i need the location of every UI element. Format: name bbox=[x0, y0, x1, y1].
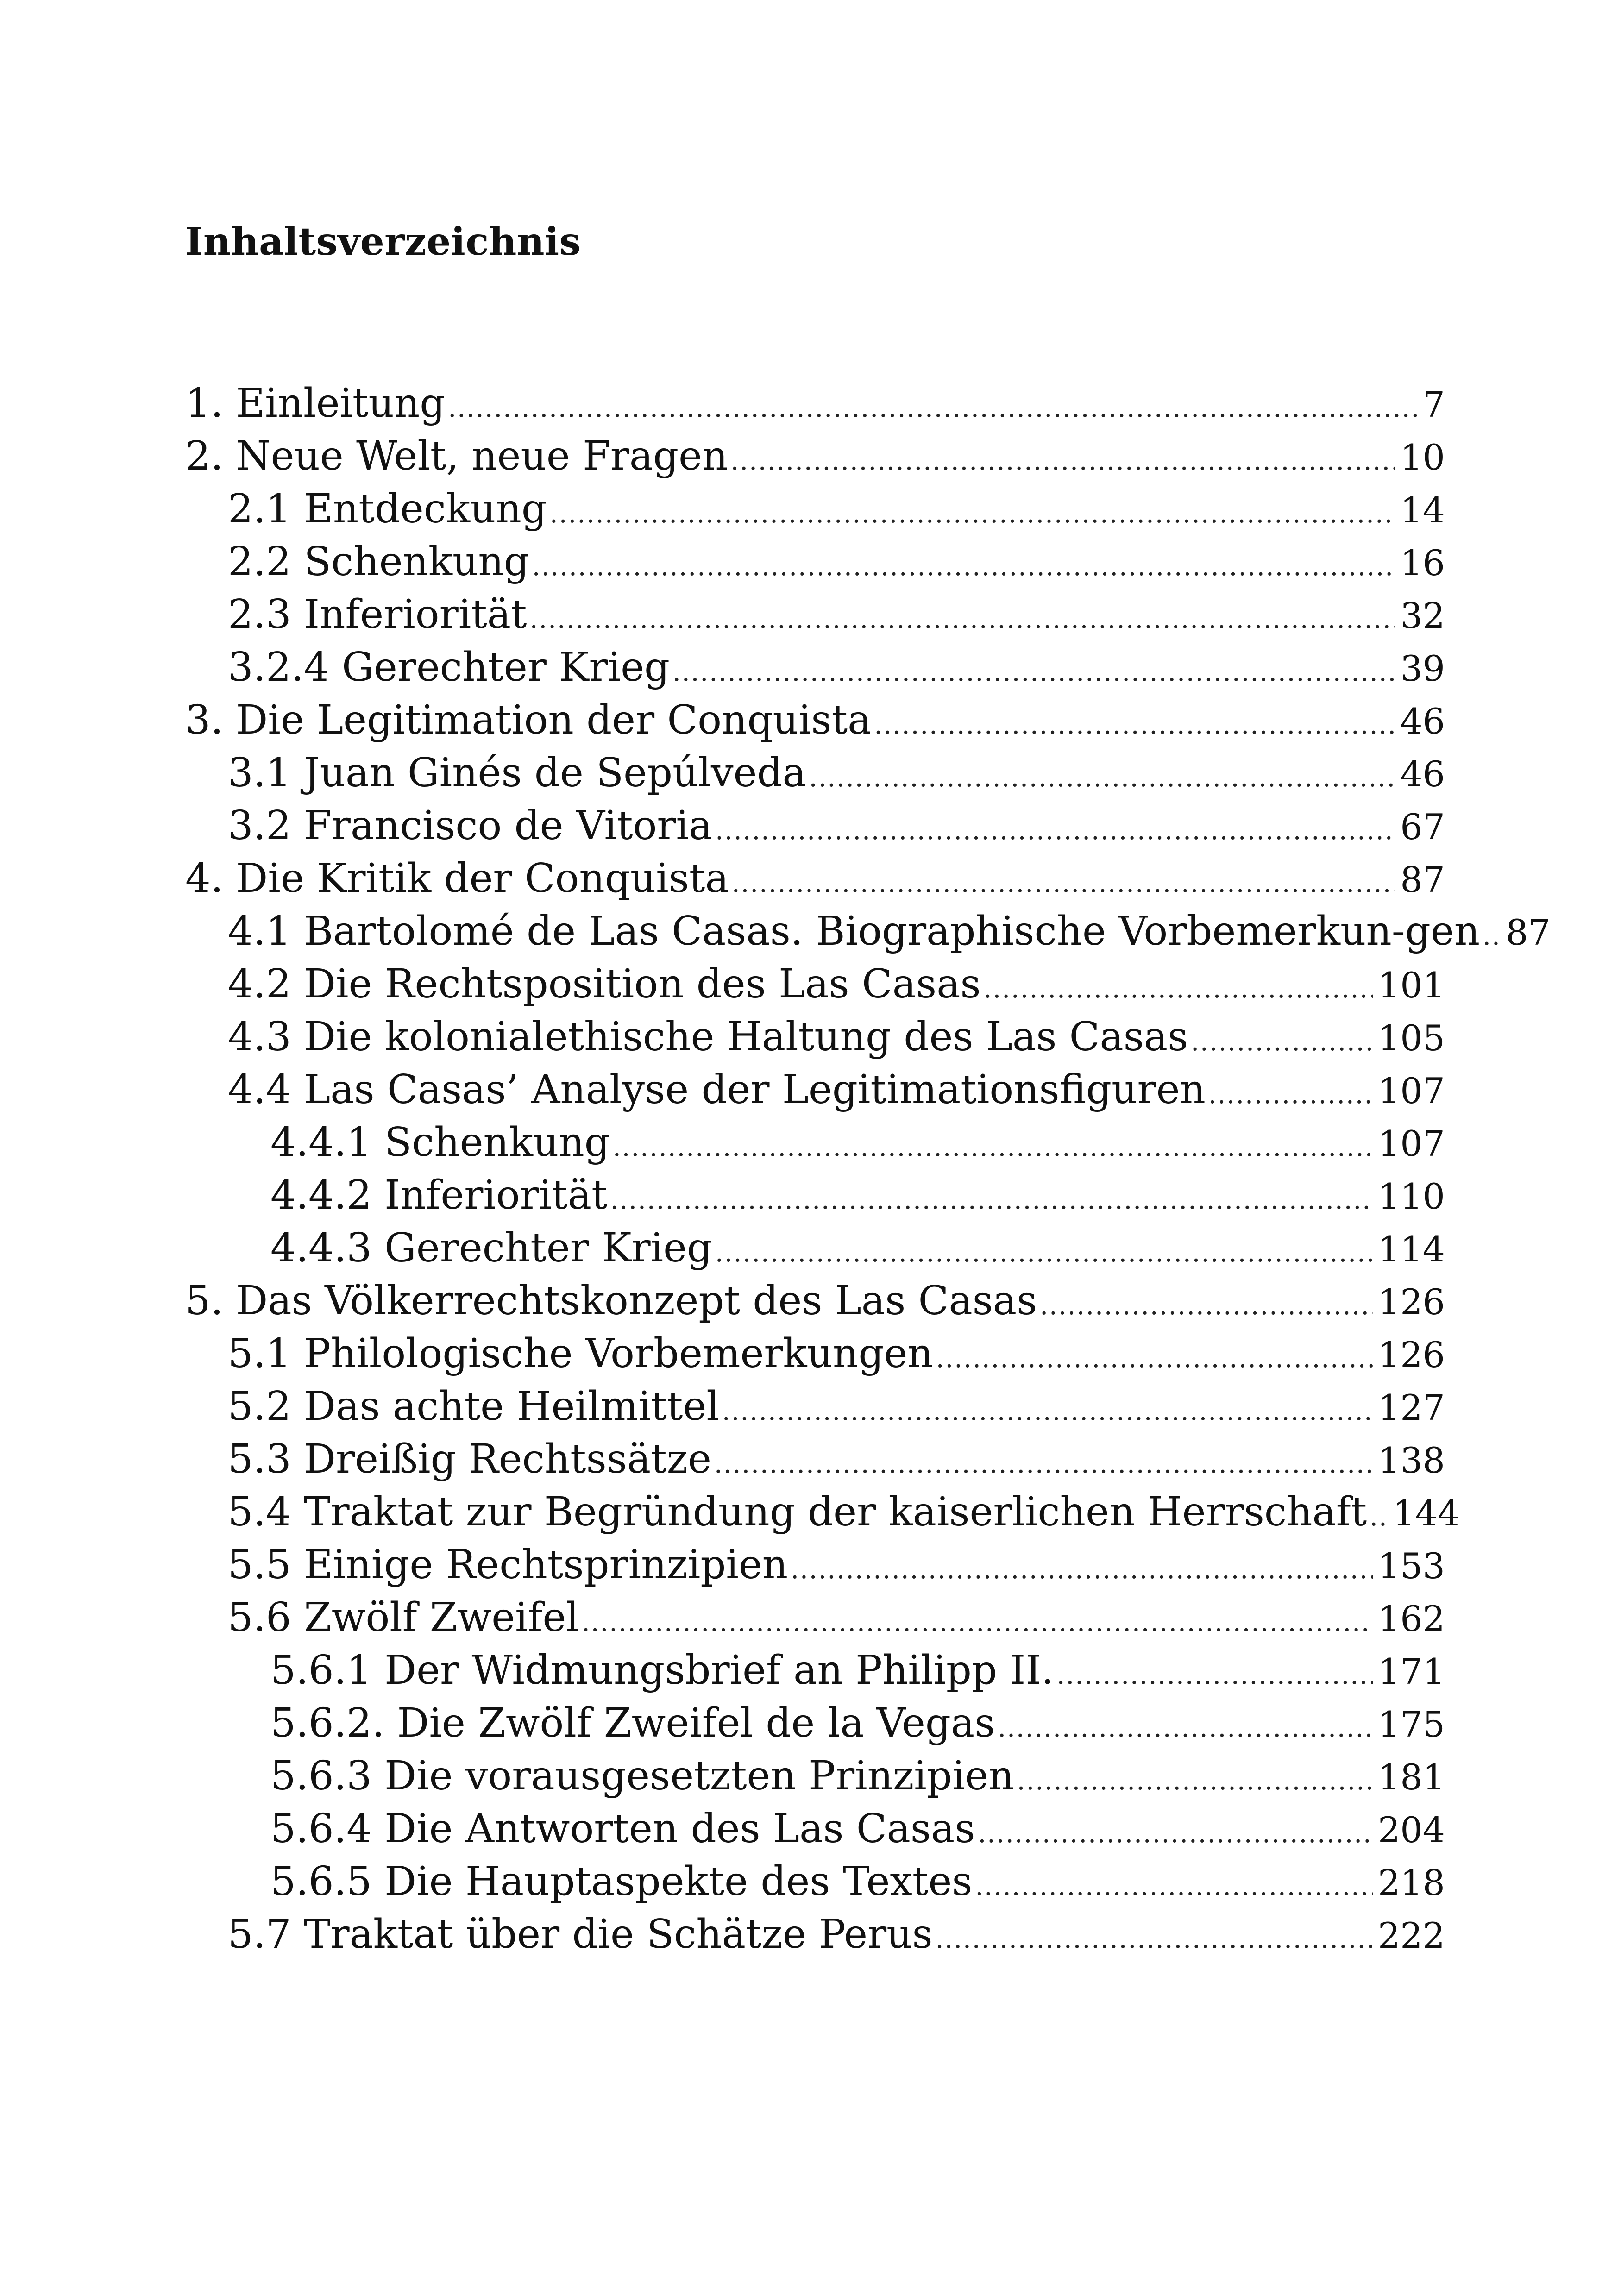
toc-entry-label: 4.4 Las Casas’ Analyse der Legitimationsfiguren bbox=[228, 1066, 1206, 1113]
toc-entry[interactable] bbox=[185, 588, 1445, 641]
toc-entry[interactable] bbox=[185, 1591, 1445, 1644]
toc-entry-label: 2. Neue Welt, neue Fragen bbox=[185, 433, 728, 479]
dot-leader bbox=[732, 871, 1396, 897]
toc-entry-label: 2.1 Entdeckung bbox=[228, 486, 547, 532]
toc-title: Inhaltsverzeichnis bbox=[185, 220, 581, 264]
toc-entry-label: 3.1 Juan Ginés de Sepúlveda bbox=[228, 750, 806, 796]
toc-entry-page: 7 bbox=[1422, 384, 1445, 425]
toc-entry-page: 101 bbox=[1377, 965, 1445, 1006]
toc-entry[interactable] bbox=[185, 905, 1551, 958]
toc-entry[interactable] bbox=[185, 1855, 1445, 1908]
toc-entry-label: 5.3 Dreißig Rechtssätze bbox=[228, 1436, 711, 1482]
toc-entry-page: 46 bbox=[1400, 753, 1445, 795]
toc-entry-label: 2.3 Inferiorität bbox=[228, 591, 527, 638]
toc-entry-label: 5.6.3 Die vorausgesetzten Prinzipien bbox=[270, 1753, 1014, 1799]
toc-entry[interactable] bbox=[185, 377, 1445, 430]
toc-entry-label: 5.4 Traktat zur Begründung der kaiserlichen Herrschaft bbox=[228, 1489, 1367, 1535]
toc-entry-page: 87 bbox=[1400, 859, 1445, 900]
toc-entry[interactable] bbox=[185, 1380, 1445, 1433]
toc-entry-label: 2.2 Schenkung bbox=[228, 539, 529, 585]
toc-entry[interactable] bbox=[185, 1697, 1445, 1750]
toc-entry-page: 67 bbox=[1400, 806, 1445, 847]
toc-entry[interactable] bbox=[185, 1116, 1445, 1169]
dot-leader bbox=[978, 1821, 1373, 1847]
toc-entry-page: 87 bbox=[1506, 912, 1551, 953]
toc-entry-label: 1. Einleitung bbox=[185, 380, 446, 427]
dot-leader bbox=[722, 1399, 1373, 1424]
dot-leader bbox=[530, 607, 1396, 633]
toc-entry-page: 114 bbox=[1377, 1229, 1445, 1270]
dot-leader bbox=[936, 1926, 1373, 1952]
dot-leader bbox=[1057, 1662, 1373, 1688]
toc-entry-page: 32 bbox=[1400, 595, 1445, 636]
toc-entry-label: 3.2 Francisco de Vitoria bbox=[228, 803, 713, 849]
dot-leader bbox=[975, 1874, 1373, 1900]
toc-entry-label: 4.2 Die Rechtsposition des Las Casas bbox=[228, 961, 981, 1007]
toc-entry-label: 5.6 Zwölf Zweifel bbox=[228, 1594, 579, 1641]
toc-entry[interactable] bbox=[185, 1538, 1445, 1591]
toc-entry-page: 126 bbox=[1377, 1334, 1445, 1375]
toc-entry[interactable] bbox=[185, 694, 1445, 747]
toc-entry-page: 107 bbox=[1377, 1070, 1445, 1111]
dot-leader bbox=[532, 554, 1395, 580]
toc-entry[interactable] bbox=[185, 535, 1445, 588]
toc-entry-label: 5.6.4 Die Antworten des Las Casas bbox=[270, 1806, 975, 1852]
dot-leader bbox=[874, 712, 1395, 738]
dot-leader bbox=[715, 1240, 1373, 1266]
toc-entry-page: 110 bbox=[1377, 1176, 1445, 1217]
toc-entry-label: 5.6.2. Die Zwölf Zweifel de la Vegas bbox=[270, 1700, 995, 1746]
dot-leader bbox=[715, 818, 1395, 844]
dot-leader bbox=[550, 501, 1395, 527]
toc-entry-page: 138 bbox=[1377, 1440, 1445, 1481]
dot-leader bbox=[1208, 1082, 1373, 1108]
toc-entry-page: 162 bbox=[1377, 1598, 1445, 1639]
toc-entry[interactable] bbox=[185, 747, 1445, 799]
toc-entry[interactable] bbox=[185, 641, 1445, 694]
toc-entry-label: 4. Die Kritik der Conquista bbox=[185, 855, 729, 902]
dot-leader bbox=[730, 448, 1395, 474]
toc-entry[interactable] bbox=[185, 852, 1445, 905]
toc-entry-label: 5.6.1 Der Widmungsbrief an Philipp II. bbox=[270, 1647, 1054, 1694]
toc-entry-page: 127 bbox=[1377, 1387, 1445, 1428]
toc-entry[interactable] bbox=[185, 1274, 1445, 1327]
toc-entry-label: 4.1 Bartolomé de Las Casas. Biographische Vorbemerkun-gen bbox=[228, 908, 1480, 954]
dot-leader bbox=[613, 1135, 1373, 1161]
toc-entry[interactable] bbox=[185, 1063, 1445, 1116]
dot-leader bbox=[984, 976, 1373, 1002]
toc-entry-page: 218 bbox=[1377, 1862, 1445, 1903]
toc-entry-page: 126 bbox=[1377, 1281, 1445, 1323]
toc-entry[interactable] bbox=[185, 1433, 1445, 1486]
toc-entry[interactable] bbox=[185, 958, 1445, 1010]
toc-entry-page: 153 bbox=[1377, 1545, 1445, 1587]
dot-leader bbox=[791, 1557, 1373, 1583]
toc-entry-label: 4.4.2 Inferiorität bbox=[270, 1172, 608, 1218]
dot-leader bbox=[672, 659, 1395, 685]
toc-entry[interactable] bbox=[185, 1486, 1460, 1538]
dot-leader bbox=[582, 1610, 1373, 1636]
toc-entry[interactable] bbox=[185, 1222, 1445, 1274]
toc-entry-page: 107 bbox=[1377, 1123, 1445, 1164]
dot-leader bbox=[1191, 1029, 1373, 1055]
toc-entry-label: 4.3 Die kolonialethische Haltung des Las Casas bbox=[228, 1014, 1188, 1060]
toc-entry-label: 5.7 Traktat über die Schätze Perus bbox=[228, 1911, 933, 1957]
toc-entry-page: 222 bbox=[1377, 1915, 1445, 1956]
toc-entry-label: 5.1 Philologische Vorbemerkungen bbox=[228, 1330, 933, 1377]
toc-entry-label: 4.4.1 Schenkung bbox=[270, 1119, 610, 1166]
dot-leader bbox=[936, 1346, 1373, 1372]
toc-entry-label: 5.5 Einige Rechtsprinzipien bbox=[228, 1542, 788, 1588]
toc-entry-page: 181 bbox=[1377, 1757, 1445, 1798]
dot-leader bbox=[1483, 923, 1501, 949]
toc-entry-page: 10 bbox=[1400, 437, 1445, 478]
toc-entry[interactable] bbox=[185, 799, 1445, 852]
toc-entry-page: 39 bbox=[1400, 648, 1445, 689]
toc-entry-page: 171 bbox=[1377, 1651, 1445, 1692]
toc-entry-label: 5.2 Das achte Heilmittel bbox=[228, 1383, 719, 1430]
toc-entry[interactable] bbox=[185, 1010, 1445, 1063]
toc-entry-page: 204 bbox=[1377, 1809, 1445, 1851]
dot-leader bbox=[809, 765, 1396, 791]
dot-leader bbox=[610, 1187, 1373, 1213]
dot-leader bbox=[998, 1715, 1373, 1741]
toc-entry-page: 105 bbox=[1377, 1017, 1445, 1059]
toc-entry-page: 175 bbox=[1377, 1704, 1445, 1745]
toc-entry-label: 5. Das Völkerrechtskonzept des Las Casas bbox=[185, 1278, 1037, 1324]
toc-entry[interactable] bbox=[185, 1750, 1445, 1802]
toc-entry-page: 16 bbox=[1400, 542, 1445, 583]
toc-entry[interactable] bbox=[185, 483, 1445, 535]
toc-entry[interactable] bbox=[185, 1644, 1445, 1697]
toc-entry-page: 14 bbox=[1400, 489, 1445, 531]
toc-entry-label: 3.2.4 Gerechter Krieg bbox=[228, 644, 670, 690]
dot-leader bbox=[1370, 1504, 1388, 1530]
toc-entry-page: 46 bbox=[1400, 701, 1445, 742]
dot-leader bbox=[1040, 1293, 1373, 1319]
toc-entry[interactable] bbox=[185, 1327, 1445, 1380]
toc-entry[interactable] bbox=[185, 1802, 1445, 1855]
dot-leader bbox=[714, 1451, 1373, 1477]
dot-leader bbox=[1017, 1768, 1373, 1794]
toc-entry[interactable] bbox=[185, 430, 1445, 483]
dot-leader bbox=[448, 395, 1418, 421]
toc-entry-label: 4.4.3 Gerechter Krieg bbox=[270, 1225, 713, 1271]
toc-entry[interactable] bbox=[185, 1908, 1445, 1961]
toc-entry-page: 144 bbox=[1393, 1493, 1460, 1534]
table-of-contents bbox=[185, 377, 1551, 1961]
toc-entry-label: 5.6.5 Die Hauptaspekte des Textes bbox=[270, 1858, 973, 1905]
toc-entry[interactable] bbox=[185, 1169, 1445, 1222]
toc-entry-label: 3. Die Legitimation der Conquista bbox=[185, 697, 872, 743]
